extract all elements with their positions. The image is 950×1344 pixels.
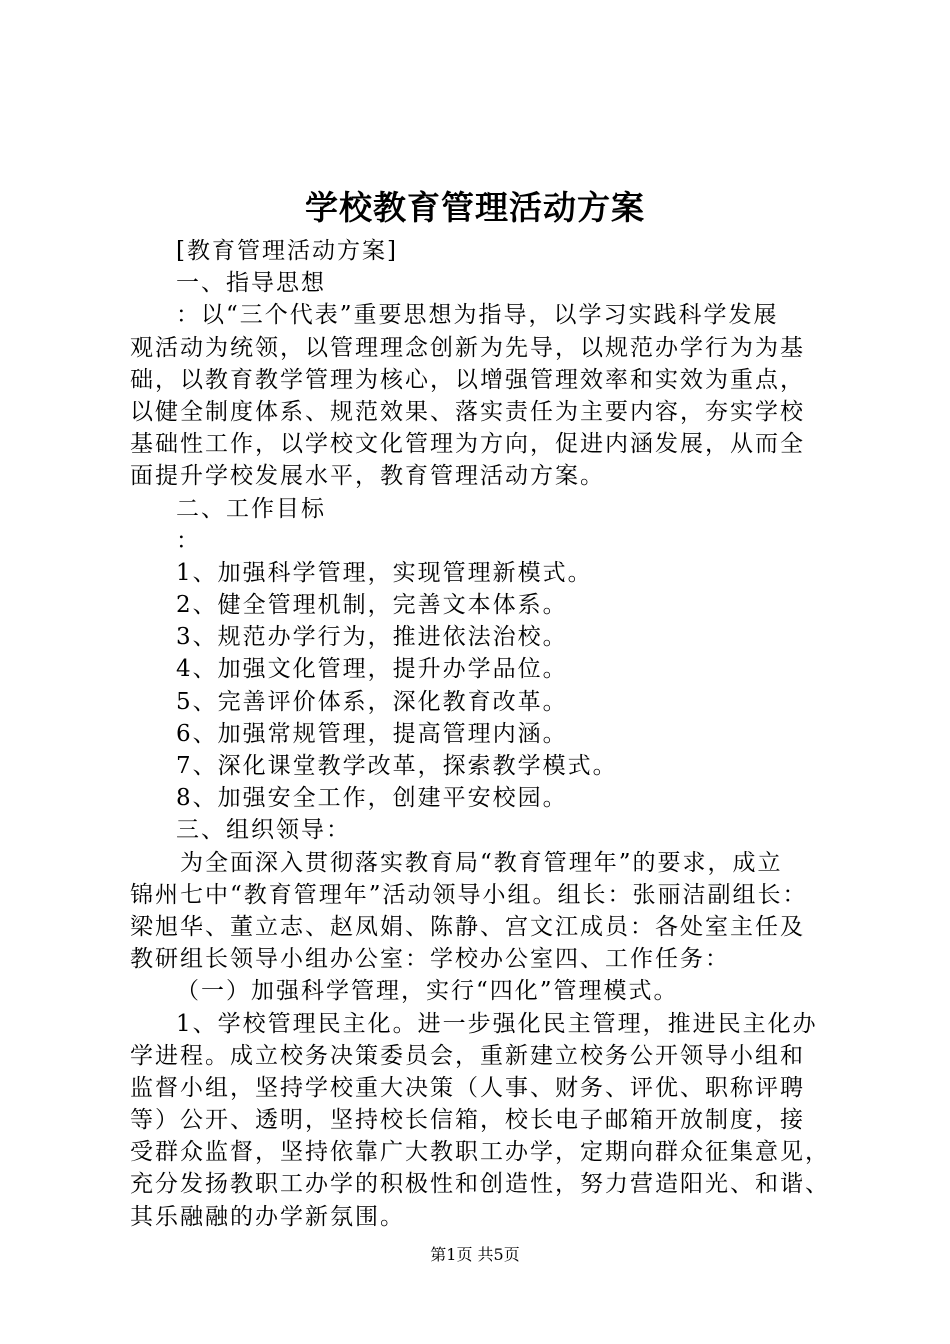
body-line: 监督小组，坚持学校重大决策（人事、财务、评优、职称评聘: [130, 1074, 805, 1101]
body-line: 面提升学校发展水平，教育管理活动方案。: [130, 463, 605, 490]
body-line: ：: [176, 527, 201, 554]
body-line: 基础性工作，以学校文化管理为方向，促进内涵发展，从而全: [130, 431, 805, 458]
body-line: 学进程。成立校务决策委员会，重新建立校务公开领导小组和: [130, 1042, 805, 1069]
body-line: 5、完善评价体系，深化教育改革。: [176, 688, 568, 715]
body-line: （一）加强科学管理，实行“四化”管理模式。: [176, 978, 679, 1005]
body-line: 4、加强文化管理，提升办学品位。: [176, 656, 568, 683]
page-footer: 第1页 共5页: [430, 1245, 520, 1264]
body-line: 1、学校管理民主化。进一步强化民主管理，推进民主化办: [176, 1010, 818, 1037]
body-line: 3、规范办学行为，推进依法治校。: [176, 624, 568, 651]
body-line: 为全面深入贯彻落实教育局“教育管理年”的要求，成立: [180, 849, 783, 876]
body-line: 8、加强安全工作，创建平安校园。: [176, 785, 568, 812]
body-line: 教研组长领导小组办公室：学校办公室四、工作任务：: [130, 946, 730, 973]
body-line: 二、工作目标: [176, 495, 326, 522]
body-line: 2、健全管理机制，完善文本体系。: [176, 592, 568, 619]
body-line: 充分发扬教职工办学的积极性和创造性，努力营造阳光、和谐、: [130, 1171, 830, 1198]
body-line: 1、加强科学管理，实现管理新模式。: [176, 559, 593, 586]
body-line: 三、组织领导：: [176, 817, 351, 844]
body-line: 梁旭华、董立志、赵凤娟、陈静、宫文江成员：各处室主任及: [130, 913, 805, 940]
body-line: ：以“三个代表”重要思想为指导，以学习实践科学发展: [176, 302, 779, 329]
body-line: [教育管理活动方案]: [176, 238, 398, 264]
body-line: 一、指导思想: [176, 270, 326, 297]
body-line: 受群众监督，坚持依靠广大教职工办学，定期向群众征集意见，: [130, 1139, 830, 1166]
body-line: 础，以教育教学管理为核心，以增强管理效率和实效为重点，: [130, 366, 805, 393]
body-line: 7、深化课堂教学改革，探索教学模式。: [176, 753, 618, 779]
document-body: [130, 235, 830, 1233]
body-line: 其乐融融的办学新氛围。: [130, 1203, 405, 1230]
document-title: 学校教育管理活动方案: [305, 188, 645, 227]
body-line: 等）公开、透明，坚持校长信箱，校长电子邮箱开放制度，接: [130, 1107, 805, 1134]
body-line: 以健全制度体系、规范效果、落实责任为主要内容，夯实学校: [130, 398, 805, 425]
body-line: 锦州七中“教育管理年”活动领导小组。组长：张丽洁副组长：: [130, 881, 808, 908]
body-line: 观活动为统领，以管理理念创新为先导，以规范办学行为为基: [130, 334, 805, 361]
body-line: 6、加强常规管理，提高管理内涵。: [176, 720, 568, 747]
